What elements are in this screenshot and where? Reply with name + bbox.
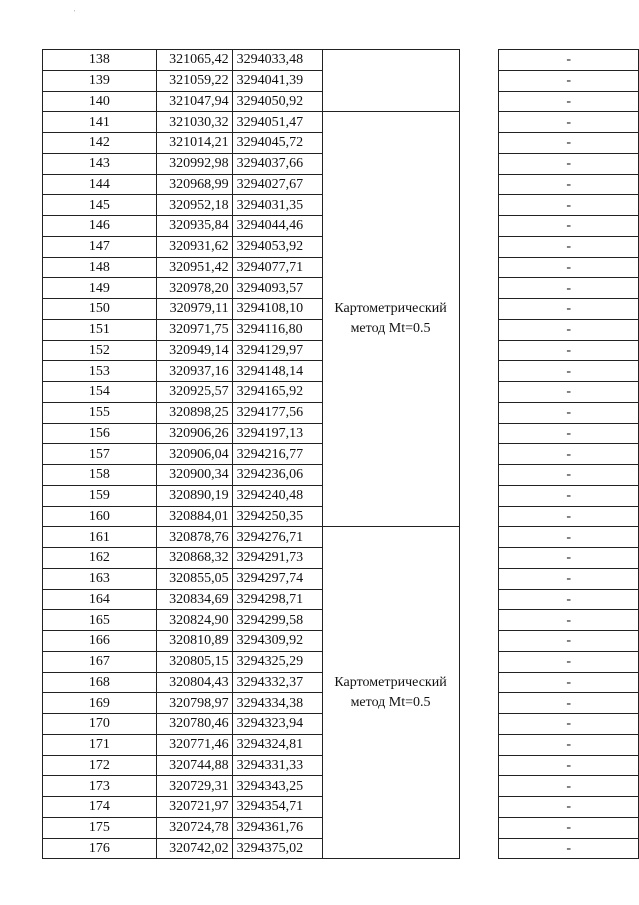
x-coordinate-cell: 320949,14 xyxy=(156,340,232,361)
y-coordinate-cell: 3294045,72 xyxy=(232,133,322,154)
note-cell: - xyxy=(499,589,639,610)
x-coordinate-cell: 321065,42 xyxy=(156,50,232,71)
coordinates-table xyxy=(42,49,639,859)
note-cell: - xyxy=(499,236,639,257)
x-coordinate-cell: 320884,01 xyxy=(156,506,232,527)
note-cell: - xyxy=(499,714,639,735)
point-number-cell: 141 xyxy=(43,112,157,133)
x-coordinate-cell: 321047,94 xyxy=(156,91,232,112)
y-coordinate-cell: 3294041,39 xyxy=(232,70,322,91)
scan-speck: ' xyxy=(74,9,76,17)
y-coordinate-cell: 3294050,92 xyxy=(232,91,322,112)
note-cell: - xyxy=(499,838,639,859)
x-coordinate-cell: 320951,42 xyxy=(156,257,232,278)
y-coordinate-cell: 3294177,56 xyxy=(232,402,322,423)
x-coordinate-cell: 320798,97 xyxy=(156,693,232,714)
point-number-cell: 159 xyxy=(43,485,157,506)
point-number-cell: 175 xyxy=(43,817,157,838)
x-coordinate-cell: 320900,34 xyxy=(156,465,232,486)
point-number-cell: 140 xyxy=(43,91,157,112)
y-coordinate-cell: 3294037,66 xyxy=(232,153,322,174)
note-cell: - xyxy=(499,133,639,154)
note-cell: - xyxy=(499,797,639,818)
x-coordinate-cell: 320935,84 xyxy=(156,216,232,237)
x-coordinate-cell: 321059,22 xyxy=(156,70,232,91)
point-number-cell: 173 xyxy=(43,776,157,797)
note-cell: - xyxy=(499,776,639,797)
x-coordinate-cell: 320925,57 xyxy=(156,382,232,403)
y-coordinate-cell: 3294077,71 xyxy=(232,257,322,278)
y-coordinate-cell: 3294297,74 xyxy=(232,568,322,589)
y-coordinate-cell: 3294148,14 xyxy=(232,361,322,382)
point-number-cell: 147 xyxy=(43,236,157,257)
point-number-cell: 165 xyxy=(43,610,157,631)
note-cell: - xyxy=(499,174,639,195)
y-coordinate-cell: 3294031,35 xyxy=(232,195,322,216)
y-coordinate-cell: 3294324,81 xyxy=(232,734,322,755)
x-coordinate-cell: 320805,15 xyxy=(156,651,232,672)
note-cell: - xyxy=(499,651,639,672)
table-row xyxy=(43,527,639,548)
point-number-cell: 166 xyxy=(43,631,157,652)
y-coordinate-cell: 3294093,57 xyxy=(232,278,322,299)
point-number-cell: 172 xyxy=(43,755,157,776)
x-coordinate-cell: 320878,76 xyxy=(156,527,232,548)
method-cell xyxy=(322,50,459,112)
x-coordinate-cell: 320931,62 xyxy=(156,236,232,257)
y-coordinate-cell: 3294325,29 xyxy=(232,651,322,672)
point-number-cell: 169 xyxy=(43,693,157,714)
point-number-cell: 153 xyxy=(43,361,157,382)
x-coordinate-cell: 320979,11 xyxy=(156,299,232,320)
column-gap xyxy=(459,527,499,859)
note-cell: - xyxy=(499,631,639,652)
note-cell: - xyxy=(499,548,639,569)
x-coordinate-cell: 320771,46 xyxy=(156,734,232,755)
y-coordinate-cell: 3294236,06 xyxy=(232,465,322,486)
y-coordinate-cell: 3294332,37 xyxy=(232,672,322,693)
column-gap xyxy=(459,112,499,527)
x-coordinate-cell: 320952,18 xyxy=(156,195,232,216)
note-cell: - xyxy=(499,672,639,693)
x-coordinate-cell: 320906,04 xyxy=(156,444,232,465)
point-number-cell: 170 xyxy=(43,714,157,735)
y-coordinate-cell: 3294053,92 xyxy=(232,236,322,257)
note-cell: - xyxy=(499,402,639,423)
note-cell: - xyxy=(499,91,639,112)
point-number-cell: 161 xyxy=(43,527,157,548)
column-gap xyxy=(459,50,499,112)
y-coordinate-cell: 3294323,94 xyxy=(232,714,322,735)
y-coordinate-cell: 3294334,38 xyxy=(232,693,322,714)
x-coordinate-cell: 320992,98 xyxy=(156,153,232,174)
note-cell: - xyxy=(499,568,639,589)
note-cell: - xyxy=(499,444,639,465)
point-number-cell: 164 xyxy=(43,589,157,610)
x-coordinate-cell: 320906,26 xyxy=(156,423,232,444)
y-coordinate-cell: 3294129,97 xyxy=(232,340,322,361)
point-number-cell: 163 xyxy=(43,568,157,589)
y-coordinate-cell: 3294027,67 xyxy=(232,174,322,195)
y-coordinate-cell: 3294298,71 xyxy=(232,589,322,610)
y-coordinate-cell: 3294240,48 xyxy=(232,485,322,506)
note-cell: - xyxy=(499,50,639,71)
note-cell: - xyxy=(499,340,639,361)
point-number-cell: 146 xyxy=(43,216,157,237)
point-number-cell: 145 xyxy=(43,195,157,216)
note-cell: - xyxy=(499,278,639,299)
note-cell: - xyxy=(499,112,639,133)
x-coordinate-cell: 320834,69 xyxy=(156,589,232,610)
note-cell: - xyxy=(499,153,639,174)
x-coordinate-cell: 320937,16 xyxy=(156,361,232,382)
point-number-cell: 156 xyxy=(43,423,157,444)
note-cell: - xyxy=(499,361,639,382)
point-number-cell: 158 xyxy=(43,465,157,486)
note-cell: - xyxy=(499,755,639,776)
x-coordinate-cell: 321014,21 xyxy=(156,133,232,154)
coordinates-table-body xyxy=(43,50,639,859)
note-cell: - xyxy=(499,257,639,278)
note-cell: - xyxy=(499,527,639,548)
method-cell xyxy=(322,112,459,527)
method-cell xyxy=(322,527,459,859)
note-cell: - xyxy=(499,319,639,340)
y-coordinate-cell: 3294331,33 xyxy=(232,755,322,776)
point-number-cell: 139 xyxy=(43,70,157,91)
y-coordinate-cell: 3294197,13 xyxy=(232,423,322,444)
y-coordinate-cell: 3294361,76 xyxy=(232,817,322,838)
x-coordinate-cell: 320721,97 xyxy=(156,797,232,818)
y-coordinate-cell: 3294033,48 xyxy=(232,50,322,71)
x-coordinate-cell: 320729,31 xyxy=(156,776,232,797)
point-number-cell: 148 xyxy=(43,257,157,278)
x-coordinate-cell: 320868,32 xyxy=(156,548,232,569)
method-label: Картометрический метод Mt=0.5 xyxy=(334,674,447,710)
x-coordinate-cell: 320824,90 xyxy=(156,610,232,631)
point-number-cell: 160 xyxy=(43,506,157,527)
x-coordinate-cell: 320968,99 xyxy=(156,174,232,195)
note-cell: - xyxy=(499,70,639,91)
y-coordinate-cell: 3294216,77 xyxy=(232,444,322,465)
x-coordinate-cell: 320804,43 xyxy=(156,672,232,693)
point-number-cell: 152 xyxy=(43,340,157,361)
note-cell: - xyxy=(499,693,639,714)
x-coordinate-cell: 321030,32 xyxy=(156,112,232,133)
method-label: Картометрический метод Mt=0.5 xyxy=(334,301,447,337)
x-coordinate-cell: 320780,46 xyxy=(156,714,232,735)
note-cell: - xyxy=(499,465,639,486)
y-coordinate-cell: 3294291,73 xyxy=(232,548,322,569)
x-coordinate-cell: 320810,89 xyxy=(156,631,232,652)
y-coordinate-cell: 3294343,25 xyxy=(232,776,322,797)
note-cell: - xyxy=(499,485,639,506)
point-number-cell: 162 xyxy=(43,548,157,569)
table-row xyxy=(43,112,639,133)
note-cell: - xyxy=(499,734,639,755)
y-coordinate-cell: 3294108,10 xyxy=(232,299,322,320)
note-cell: - xyxy=(499,299,639,320)
table-row xyxy=(43,50,639,71)
point-number-cell: 176 xyxy=(43,838,157,859)
point-number-cell: 167 xyxy=(43,651,157,672)
x-coordinate-cell: 320744,88 xyxy=(156,755,232,776)
note-cell: - xyxy=(499,817,639,838)
y-coordinate-cell: 3294375,02 xyxy=(232,838,322,859)
point-number-cell: 168 xyxy=(43,672,157,693)
point-number-cell: 157 xyxy=(43,444,157,465)
x-coordinate-cell: 320724,78 xyxy=(156,817,232,838)
note-cell: - xyxy=(499,216,639,237)
point-number-cell: 154 xyxy=(43,382,157,403)
note-cell: - xyxy=(499,423,639,444)
point-number-cell: 143 xyxy=(43,153,157,174)
point-number-cell: 150 xyxy=(43,299,157,320)
y-coordinate-cell: 3294299,58 xyxy=(232,610,322,631)
y-coordinate-cell: 3294276,71 xyxy=(232,527,322,548)
x-coordinate-cell: 320742,02 xyxy=(156,838,232,859)
note-cell: - xyxy=(499,195,639,216)
note-cell: - xyxy=(499,506,639,527)
x-coordinate-cell: 320978,20 xyxy=(156,278,232,299)
y-coordinate-cell: 3294044,46 xyxy=(232,216,322,237)
point-number-cell: 155 xyxy=(43,402,157,423)
point-number-cell: 138 xyxy=(43,50,157,71)
point-number-cell: 171 xyxy=(43,734,157,755)
x-coordinate-cell: 320855,05 xyxy=(156,568,232,589)
note-cell: - xyxy=(499,610,639,631)
point-number-cell: 174 xyxy=(43,797,157,818)
y-coordinate-cell: 3294354,71 xyxy=(232,797,322,818)
note-cell: - xyxy=(499,382,639,403)
x-coordinate-cell: 320971,75 xyxy=(156,319,232,340)
y-coordinate-cell: 3294051,47 xyxy=(232,112,322,133)
y-coordinate-cell: 3294116,80 xyxy=(232,319,322,340)
y-coordinate-cell: 3294309,92 xyxy=(232,631,322,652)
point-number-cell: 142 xyxy=(43,133,157,154)
y-coordinate-cell: 3294250,35 xyxy=(232,506,322,527)
point-number-cell: 144 xyxy=(43,174,157,195)
point-number-cell: 151 xyxy=(43,319,157,340)
y-coordinate-cell: 3294165,92 xyxy=(232,382,322,403)
x-coordinate-cell: 320890,19 xyxy=(156,485,232,506)
point-number-cell: 149 xyxy=(43,278,157,299)
x-coordinate-cell: 320898,25 xyxy=(156,402,232,423)
